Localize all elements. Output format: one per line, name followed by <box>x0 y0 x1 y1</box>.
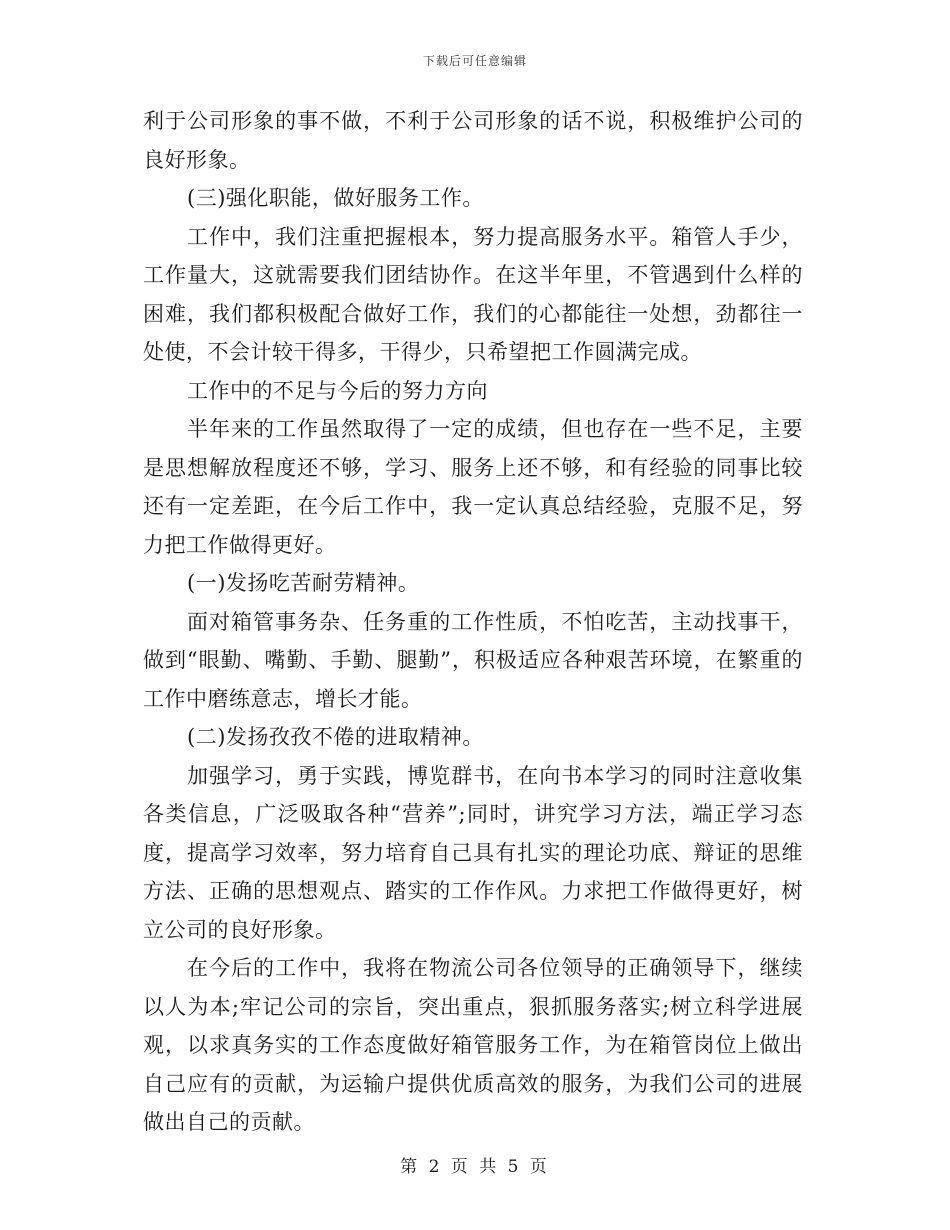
paragraph-10: 在今后的工作中，我将在物流公司各位领导的正确领导下，继续以人为本;牢记公司的宗旨，突出重点，狠抓服务落实;树立科学进展观，以求真务实的工作态度做好箱管服务工作，为在箱管岗位上做出自己应有的贡献，为运输户提供优质高效的服务，为我们公司的进展做出自己的贡献。 <box>143 956 803 1134</box>
document-body <box>143 102 803 1142</box>
page-footer: 第 2 页 共 5 页 <box>400 1157 550 1177</box>
paragraph-6: (一)发扬吃苦耐劳精神。 <box>187 571 420 595</box>
paragraph-3: 工作中，我们注重把握根本，努力提高服务水平。箱管人手少，工作量大，这就需要我们团结协作。在这半年里，不管遇到什么样的困难，我们都积极配合做好工作，我们的心都能往一处想，劲都往一处使，不会计较干得多，干得少，只希望把工作圆满完成。 <box>143 224 803 364</box>
paragraph-4: 工作中的不足与今后的努力方向 <box>187 378 488 403</box>
paragraph-9: 加强学习，勇于实践，博览群书，在向书本学习的同时注意收集各类信息，广泛吸取各种“营养”;同时，讲究学习方法，端正学习态度，提高学习效率，努力培育自己具有扎实的理论功底、辩证的思维方法、正确的思想观点、踏实的工作作风。力求把工作做得更好，树立公司的良好形象。 <box>143 763 803 942</box>
paragraph-2: (三)强化职能，做好服务工作。 <box>187 186 484 210</box>
page-header: 下载后可任意编辑 <box>422 54 527 68</box>
paragraph-5: 半年来的工作虽然取得了一定的成绩，但也存在一些不足，主要是思想解放程度还不够，学习、服务上还不够，和有经验的同事比较还有一定差距，在今后工作中，我一定认真总结经验，克服不足，努力把工作做得更好。 <box>143 417 803 557</box>
paragraph-7: 面对箱管事务杂、任务重的工作性质，不怕吃苦，主动找事干，做到“眼勤、嘴勤、手勤、腿勤”，积极适应各种艰苦环境，在繁重的工作中磨练意志，增长才能。 <box>143 609 803 711</box>
paragraph-1: 利于公司形象的事不做，不利于公司形象的话不说，积极维护公司的良好形象。 <box>143 109 803 172</box>
paragraph-8: (二)发扬孜孜不倦的进取精神。 <box>187 725 484 749</box>
